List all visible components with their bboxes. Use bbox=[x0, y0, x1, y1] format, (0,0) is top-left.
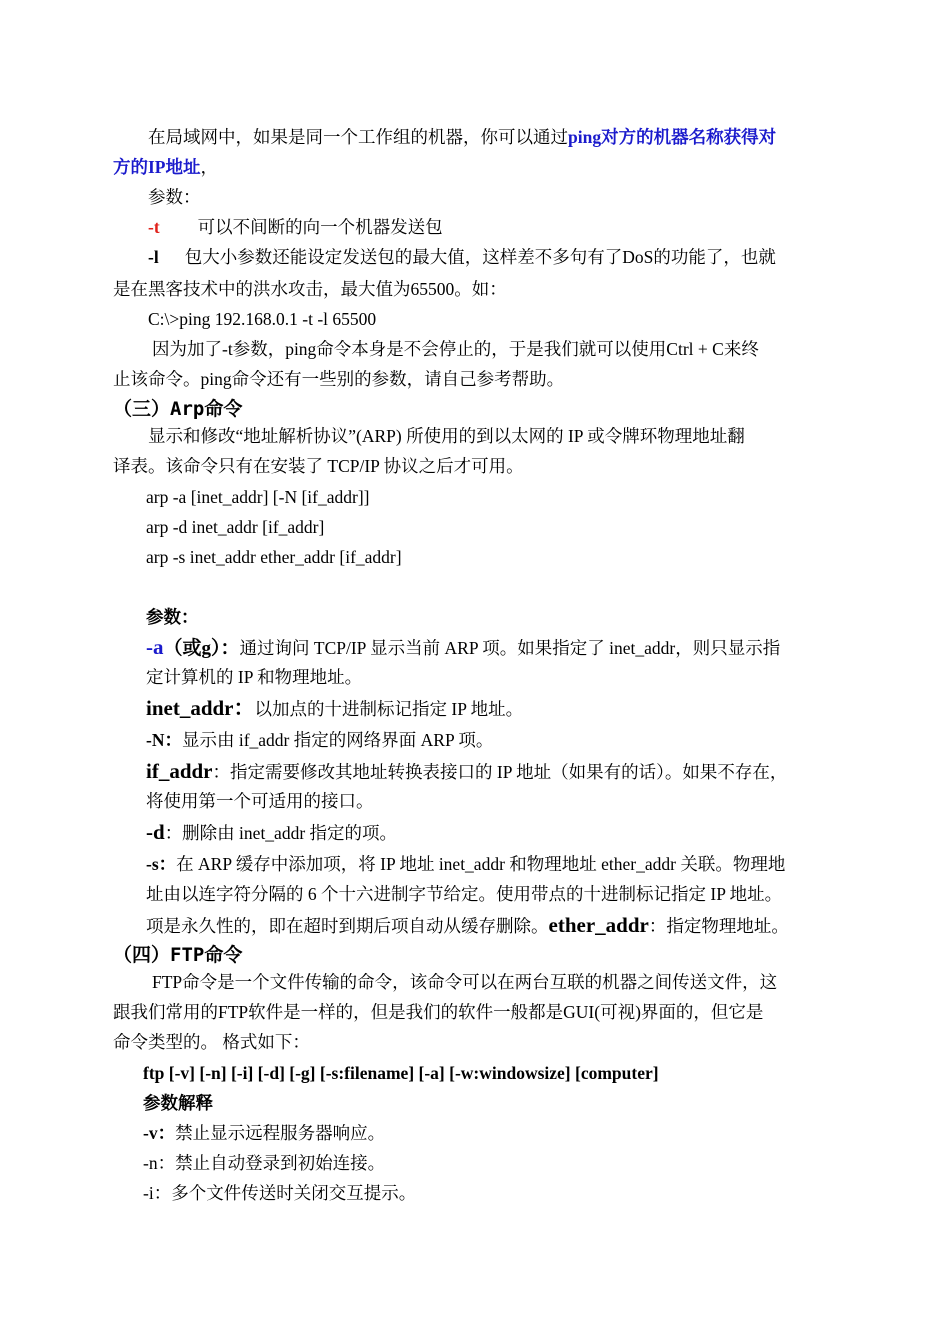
ping-l-desc-1: 包大小参数还能设定发送包的最大值，这样差不多句有了DoS的功能了，也就 bbox=[184, 247, 776, 267]
ftp-n-row bbox=[143, 1152, 385, 1174]
ping-note-1: 因为加了-t参数，ping命令本身是不会停止的，于是我们就可以使用Ctrl + C来终 bbox=[152, 339, 759, 359]
arp-s-desc-2: 址由以连字符分隔的 6 个十六进制字节给定。使用带点的十进制标记指定 IP 地址。 bbox=[146, 884, 783, 904]
ftp-v-row bbox=[143, 1122, 385, 1144]
ping-t-desc: 可以不间断的向一个机器发送包 bbox=[197, 217, 443, 237]
arp-s-flag: -s： bbox=[146, 854, 177, 874]
arp-syntax-d: arp -d inet_addr [if_addr] bbox=[146, 517, 325, 537]
ftp-heading: （四）FTP命令 bbox=[113, 944, 243, 966]
ping-t-flag: -t bbox=[148, 217, 160, 237]
ping-intro-line-2 bbox=[113, 156, 218, 178]
ftp-desc-1: FTP命令是一个文件传输的命令，该命令可以在两台互联的机器之间传送文件，这 bbox=[152, 972, 778, 992]
arp-inet-flag: inet_addr： bbox=[146, 696, 255, 720]
ping-intro-end: ， bbox=[200, 157, 218, 177]
arp-syntax-a: arp -a [inet_addr] [-N [if_addr]] bbox=[146, 487, 370, 507]
arp-a-desc-1: 通过询问 TCP/IP 显示当前 ARP 项。如果指定了 inet_addr，则只显示指 bbox=[239, 638, 781, 658]
arp-a-flag: -a bbox=[146, 635, 164, 659]
arp-a-desc-2: 定计算机的 IP 和物理地址。 bbox=[146, 667, 363, 687]
arp-ether-flag: ether_addr bbox=[548, 913, 649, 937]
ftp-i-desc: 多个文件传送时关闭交互提示。 bbox=[171, 1183, 417, 1203]
arp-s-desc-3-row bbox=[146, 914, 789, 937]
arp-s-desc-3: 项是永久性的，即在超时到期后项自动从缓存删除。 bbox=[146, 916, 549, 936]
arp-d-row bbox=[146, 821, 397, 844]
arp-if-flag: if_addr bbox=[146, 759, 213, 783]
ftp-params-label: 参数解释 bbox=[143, 1093, 213, 1113]
arp-N-desc: 显示由 if_addr 指定的网络界面 ARP 项。 bbox=[181, 730, 494, 750]
arp-if-desc-2: 将使用第一个可适用的接口。 bbox=[146, 791, 374, 811]
arp-desc-2: 译表。该命令只有在安装了 TCP/IP 协议之后才可用。 bbox=[113, 456, 524, 476]
arp-heading: （三）Arp命令 bbox=[113, 398, 243, 420]
arp-ether-desc: ：指定物理地址。 bbox=[648, 916, 789, 936]
ping-intro-line-1 bbox=[148, 126, 776, 148]
arp-inet-desc: 以加点的十进制标记指定 IP 地址。 bbox=[254, 699, 524, 719]
arp-N-flag: -N： bbox=[146, 730, 182, 750]
arp-if-desc-1: ：指定需要修改其地址转换表接口的 IP 地址（如果有的话）。如果不存在， bbox=[212, 762, 788, 782]
ping-intro-text: 在局域网中，如果是同一个工作组的机器，你可以通过 bbox=[148, 127, 568, 147]
ping-l-flag: -l bbox=[148, 247, 159, 267]
arp-d-flag: -d bbox=[146, 820, 165, 844]
arp-syntax-s: arp -s inet_addr ether_addr [if_addr] bbox=[146, 547, 402, 567]
ping-intro-highlight-2: 方的IP地址 bbox=[113, 157, 201, 177]
ping-l-row bbox=[148, 246, 776, 268]
ftp-n-desc: 禁止自动登录到初始连接。 bbox=[175, 1153, 386, 1173]
arp-s-desc-1: 在 ARP 缓存中添加项，将 IP 地址 inet_addr 和物理地址 ether_addr 关联。物理地 bbox=[176, 854, 786, 874]
ping-params-label: 参数： bbox=[148, 187, 201, 207]
ping-l-desc-2: 是在黑客技术中的洪水攻击，最大值为65500。如： bbox=[113, 279, 507, 299]
ftp-desc-3: 命令类型的。 格式如下： bbox=[113, 1032, 310, 1052]
arp-s-row bbox=[146, 853, 785, 875]
ping-t-row bbox=[148, 216, 443, 238]
ftp-n-flag: -n： bbox=[143, 1153, 176, 1173]
ping-intro-highlight: ping对方的机器名称获得对 bbox=[568, 127, 777, 147]
arp-params-label: 参数： bbox=[146, 607, 199, 627]
ftp-desc-2: 跟我们常用的FTP软件是一样的，但是我们的软件一般都是GUI(可视)界面的，但它是 bbox=[113, 1002, 764, 1022]
arp-a-flag-alt: （或g）： bbox=[163, 638, 240, 659]
ftp-syntax: ftp [-v] [-n] [-i] [-d] [-g] [-s:filename] [-a] [-w:windowsize] [computer] bbox=[143, 1063, 659, 1083]
arp-a-row bbox=[146, 636, 780, 660]
arp-N-row bbox=[146, 729, 493, 751]
ping-example: C:\>ping 192.168.0.1 -t -l 65500 bbox=[148, 309, 377, 329]
ftp-v-desc: 禁止显示远程服务器响应。 bbox=[175, 1123, 386, 1143]
arp-desc-1: 显示和修改“地址解析协议”(ARP) 所使用的到以太网的 IP 或令牌环物理地址翻 bbox=[148, 426, 745, 446]
arp-inet-row bbox=[146, 697, 523, 720]
arp-if-row bbox=[146, 760, 787, 783]
ftp-v-flag: -v： bbox=[143, 1123, 176, 1143]
ping-note-2: 止该命令。ping命令还有一些别的参数，请自己参考帮助。 bbox=[113, 369, 565, 389]
arp-d-desc: ：删除由 inet_addr 指定的项。 bbox=[164, 823, 398, 843]
ftp-i-row bbox=[143, 1182, 416, 1204]
ftp-i-flag: -i： bbox=[143, 1183, 172, 1203]
